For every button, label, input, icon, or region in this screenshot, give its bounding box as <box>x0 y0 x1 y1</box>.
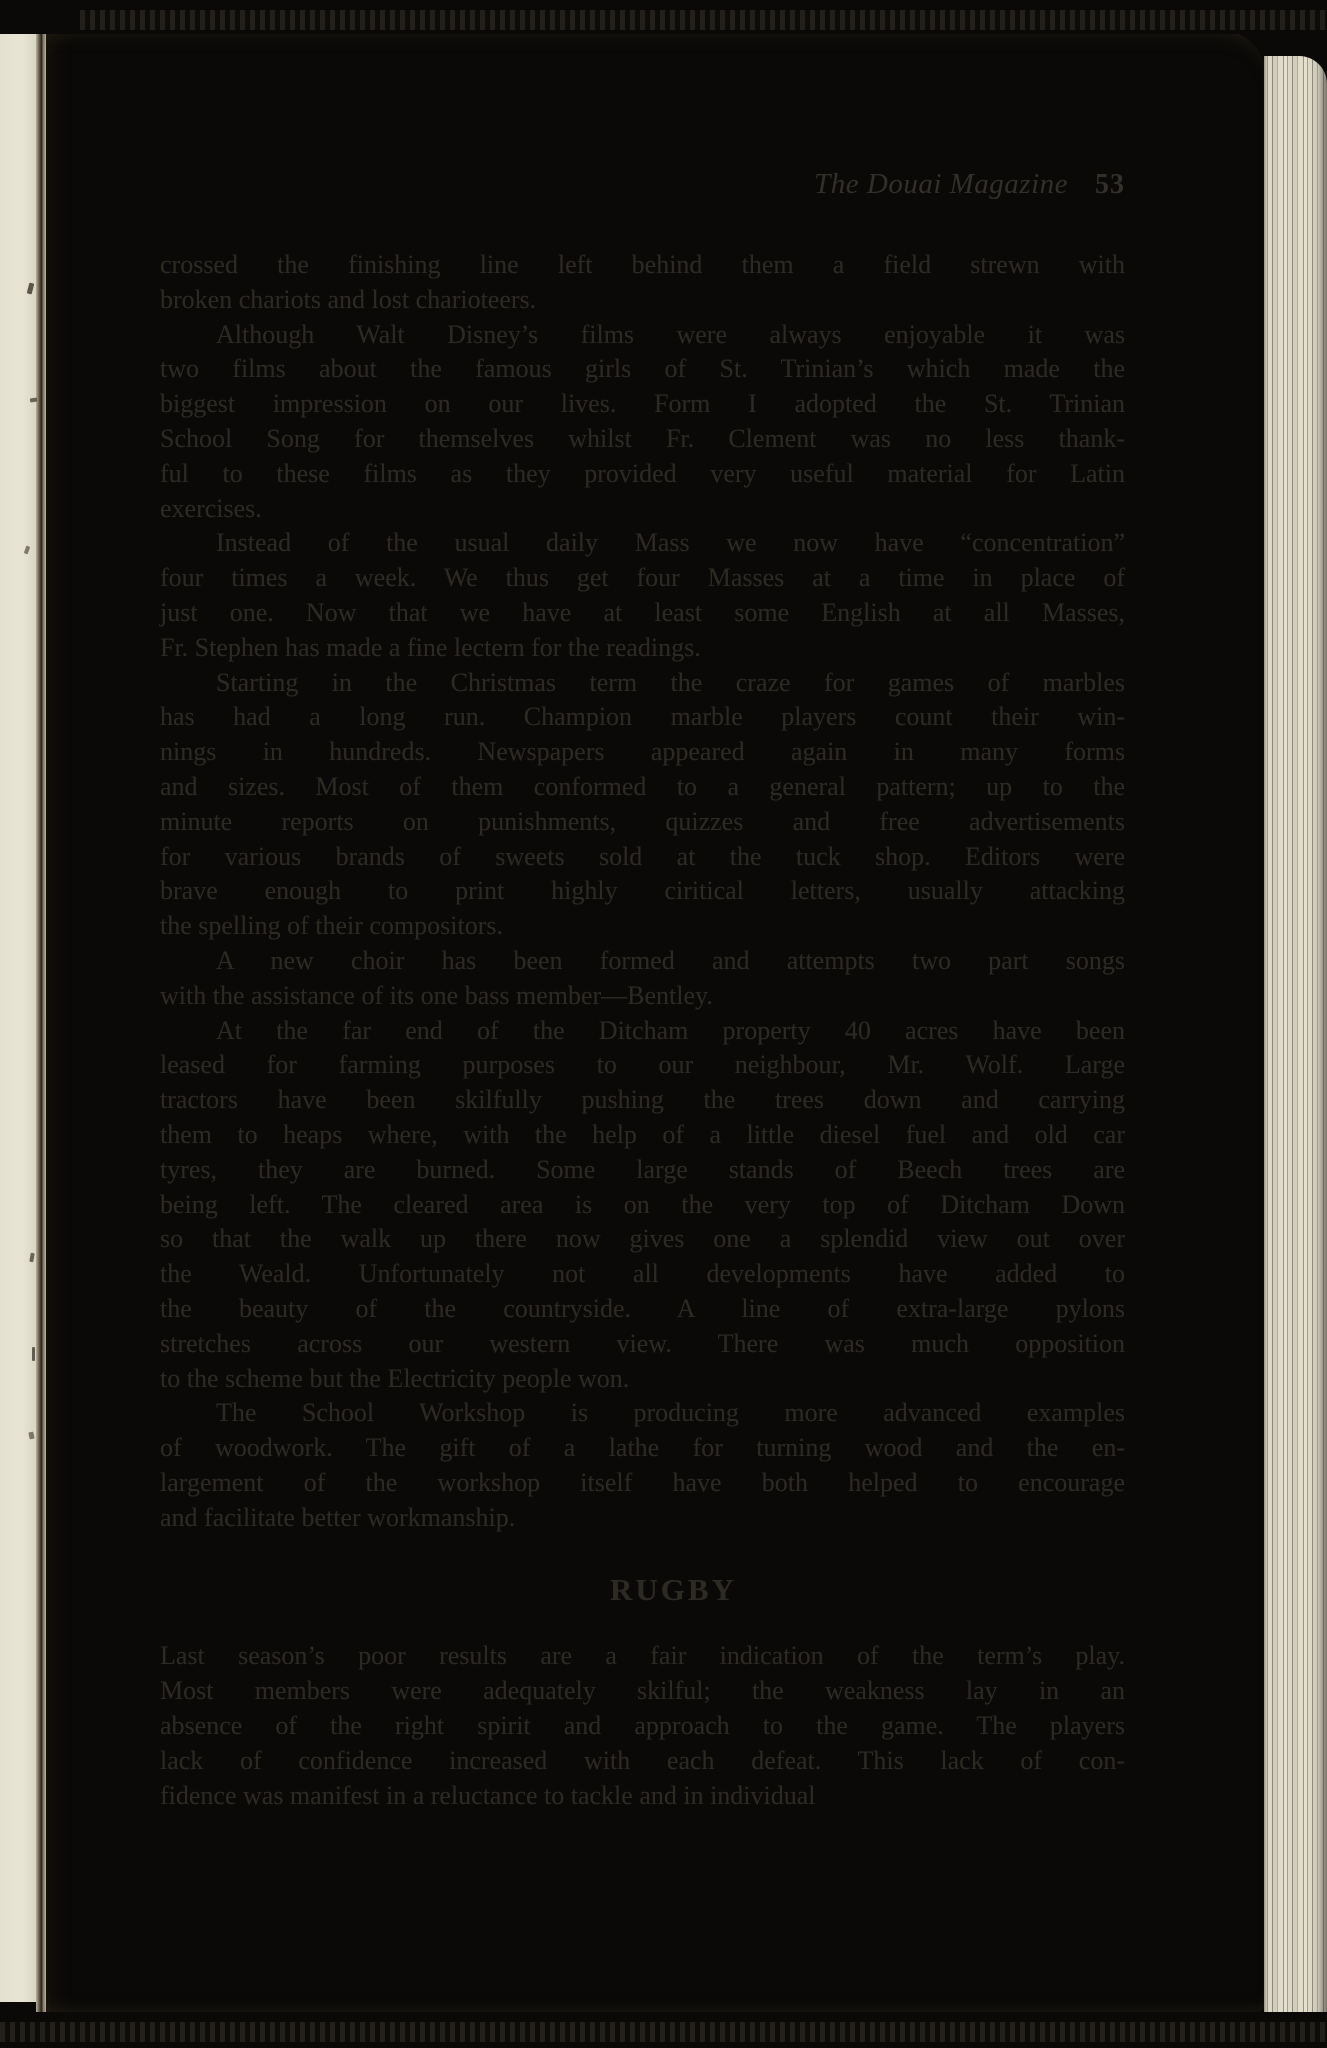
text-line: Most members were adequately skilful; the weakness lay in an <box>160 1676 1125 1706</box>
book-cover-bottom <box>0 2012 1327 2048</box>
paragraph <box>160 1014 1125 1397</box>
text-line: two films about the famous girls of St. Trinian’s which made the <box>160 354 1125 384</box>
text-line: to the scheme but the Electricity people won. <box>160 1363 630 1393</box>
text-line: so that the walk up there now gives one a splendid view out over <box>160 1224 1125 1254</box>
section-heading-rugby: RUGBY <box>610 1572 737 1608</box>
text-line: Although Walt Disney’s films were always enjoyable it was <box>216 319 1125 349</box>
text-line: nings in hundreds. Newspapers appeared again in many forms <box>160 737 1125 767</box>
magazine-page <box>44 30 1266 2012</box>
cover-cloth-texture <box>80 10 1327 30</box>
text-line: biggest impression on our lives. Form I adopted the St. Trinian <box>160 389 1125 419</box>
text-line: the beauty of the countryside. A line of extra-large pylons <box>160 1293 1125 1323</box>
text-line: stretches across our western view. There was much opposition <box>160 1328 1125 1358</box>
text-line: brave enough to print highly ciritical letters, usually attacking <box>160 876 1125 906</box>
text-line: exercises. <box>160 493 262 523</box>
text-line: and facilitate better workmanship. <box>160 1502 516 1532</box>
text-line: ful to these films as they provided very useful material for Latin <box>160 458 1125 488</box>
text-column <box>160 248 1125 1813</box>
text-line: crossed the finishing line left behind them a field strewn with <box>160 250 1125 279</box>
text-line: minute reports on punishments, quizzes and free advertisements <box>160 806 1125 836</box>
text-line: the Weald. Unfortunately not all developments have added to <box>160 1259 1125 1289</box>
text-line: has had a long run. Champion marble players count their win- <box>160 702 1125 732</box>
text-line: and sizes. Most of them conformed to a general pattern; up to the <box>160 771 1125 801</box>
text-line: being left. The cleared area is on the very top of Ditcham Down <box>160 1189 1125 1219</box>
text-line: Instead of the usual daily Mass we now have “concentration” <box>216 528 1125 558</box>
book-cover-top <box>0 0 1327 34</box>
ink-speck <box>32 1347 35 1361</box>
text-line: tractors have been skilfully pushing the trees down and carrying <box>160 1085 1125 1115</box>
rugby-paragraphs <box>160 1639 1125 1813</box>
text-line: four times a week. We thus get four Masses at a time in place of <box>160 563 1125 593</box>
text-line: lack of confidence increased with each defeat. This lack of con- <box>160 1745 1125 1775</box>
paragraph <box>160 1639 1125 1813</box>
text-line: tyres, they are burned. Some large stands of Beech trees are <box>160 1154 1125 1184</box>
paragraph <box>160 248 1125 318</box>
page-number: 53 <box>1095 169 1125 200</box>
running-header <box>160 168 1125 201</box>
text-line: broken chariots and lost charioteers. <box>160 284 537 314</box>
text-line: fidence was manifest in a reluctance to tackle and in individual <box>160 1780 816 1810</box>
text-line: leased for farming purposes to our neighbour, Mr. Wolf. Large <box>160 1050 1125 1080</box>
text-line: Last season’s poor results are a fair indication of the term’s play. <box>160 1641 1125 1671</box>
page-stack-fore-edge <box>1264 56 1327 2014</box>
text-line: The School Workshop is producing more advanced examples <box>216 1398 1125 1428</box>
text-line: At the far end of the Ditcham property 40 acres have been <box>216 1015 1125 1045</box>
text-line: for various brands of sweets sold at the tuck shop. Editors were <box>160 841 1125 871</box>
text-line: Starting in the Christmas term the craze for games of marbles <box>216 667 1125 697</box>
text-line: with the assistance of its one bass member—Bentley. <box>160 980 713 1010</box>
body-paragraphs <box>160 248 1125 1535</box>
text-line: School Song for themselves whilst Fr. Clement was no less thank- <box>160 423 1125 453</box>
paragraph <box>160 526 1125 665</box>
paragraph <box>160 666 1125 944</box>
text-line: A new choir has been formed and attempts two part songs <box>216 945 1125 975</box>
text-line: largement of the workshop itself have both helped to encourage <box>160 1467 1125 1497</box>
adjacent-page-edge <box>0 34 37 2002</box>
text-line: Fr. Stephen has made a fine lectern for the readings. <box>160 632 701 662</box>
paragraph <box>160 318 1125 527</box>
magazine-title: The Douai Magazine <box>814 168 1068 200</box>
paragraph <box>160 944 1125 1014</box>
text-line: of woodwork. The gift of a lathe for turning wood and the en- <box>160 1433 1125 1463</box>
text-line: just one. Now that we have at least some English at all Masses, <box>160 597 1125 627</box>
cover-cloth-texture <box>0 2022 1327 2042</box>
text-line: absence of the right spirit and approach to the game. The players <box>160 1711 1125 1741</box>
paragraph <box>160 1396 1125 1535</box>
text-line: them to heaps where, with the help of a little diesel fuel and old car <box>160 1119 1125 1149</box>
text-line: the spelling of their compositors. <box>160 911 504 941</box>
